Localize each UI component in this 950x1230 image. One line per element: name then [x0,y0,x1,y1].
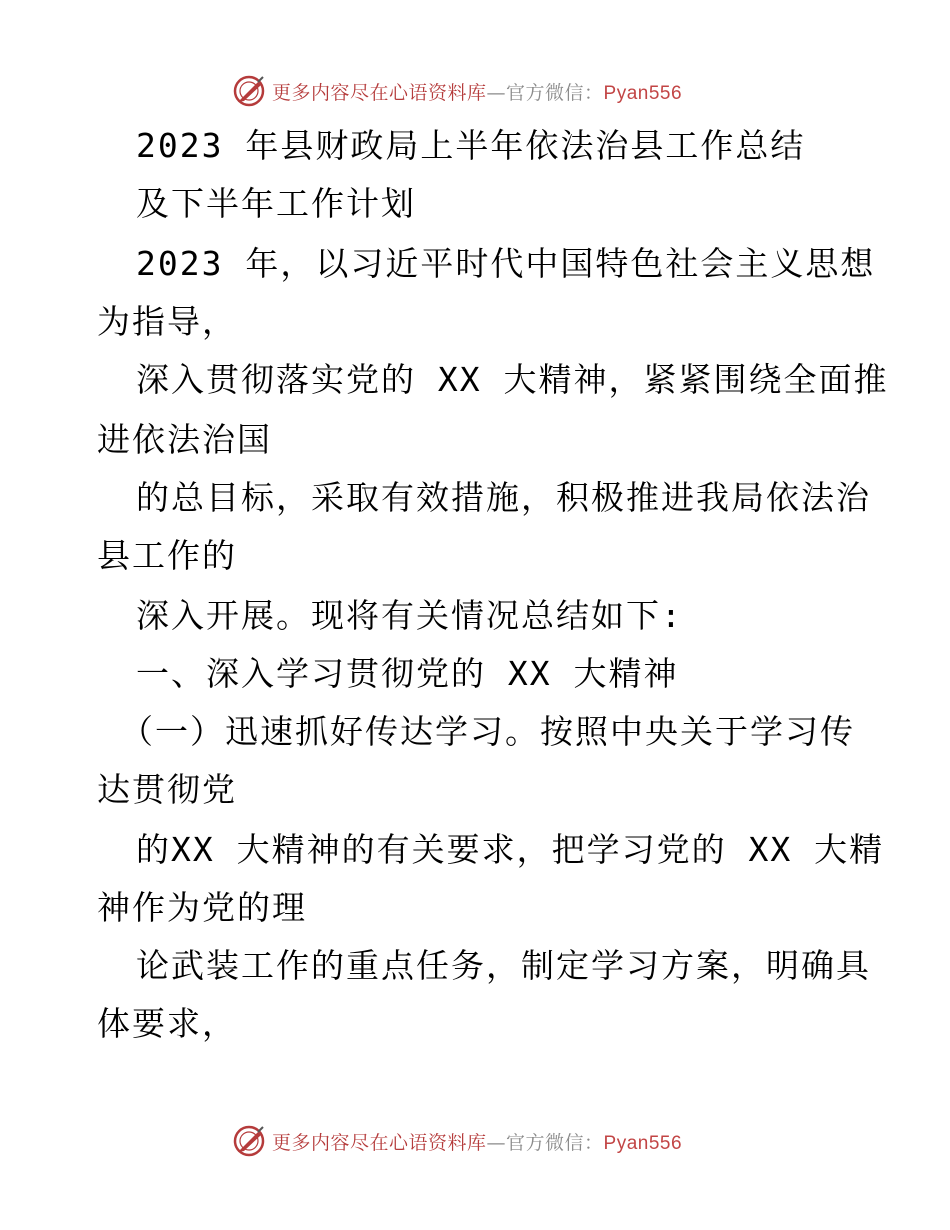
doc-paragraph-line: 体要求， [97,1004,237,1043]
doc-paragraph-line: 县工作的 [97,536,237,575]
watermark-wechat-label: 官方微信： [506,1131,604,1154]
doc-title-line-1: 2023 年县财政局上半年依法治县工作总结 [136,126,806,165]
doc-paragraph-line: 神作为党的理 [97,888,307,927]
watermark-wechat-label: 官方微信： [506,81,604,104]
doc-title-line-2: 及下半年工作计划 [136,184,416,223]
watermark-text [272,78,682,105]
watermark-wechat-id: Pyan556 [603,82,683,104]
doc-paragraph-line: 为指导， [97,302,237,341]
header-watermark [232,73,682,109]
watermark-wechat-id: Pyan556 [603,1132,683,1154]
doc-paragraph-line: 2023 年，以习近平时代中国特色社会主义思想 [136,244,876,283]
watermark-separator: — [486,81,507,104]
doc-paragraph-line: 的总目标，采取有效措施，积极推进我局依法治 [136,478,871,517]
doc-subsection-line: （一）迅速抓好传达学习。按照中央关于学习传 [120,712,855,751]
doc-paragraph-line: 的XX 大精神的有关要求，把学习党的 XX 大精 [136,830,885,869]
doc-paragraph-line: 论武装工作的重点任务，制定学习方案，明确具 [136,946,871,985]
quill-logo-icon [232,1124,266,1158]
watermark-separator: — [486,1131,507,1154]
doc-paragraph-line: 深入贯彻落实党的 XX 大精神，紧紧围绕全面推 [136,360,889,399]
doc-section-heading: 一、深入学习贯彻党的 XX 大精神 [136,654,679,693]
watermark-text [272,1128,682,1155]
watermark-site-name: 更多内容尽在心语资料库 [272,1131,487,1154]
doc-paragraph-line: 进依法治国 [97,420,272,459]
watermark-site-name: 更多内容尽在心语资料库 [272,81,487,104]
doc-paragraph-line: 达贯彻党 [97,770,237,809]
doc-paragraph-line: 深入开展。现将有关情况总结如下: [136,596,683,635]
quill-logo-icon [232,74,266,108]
footer-watermark [232,1123,682,1159]
